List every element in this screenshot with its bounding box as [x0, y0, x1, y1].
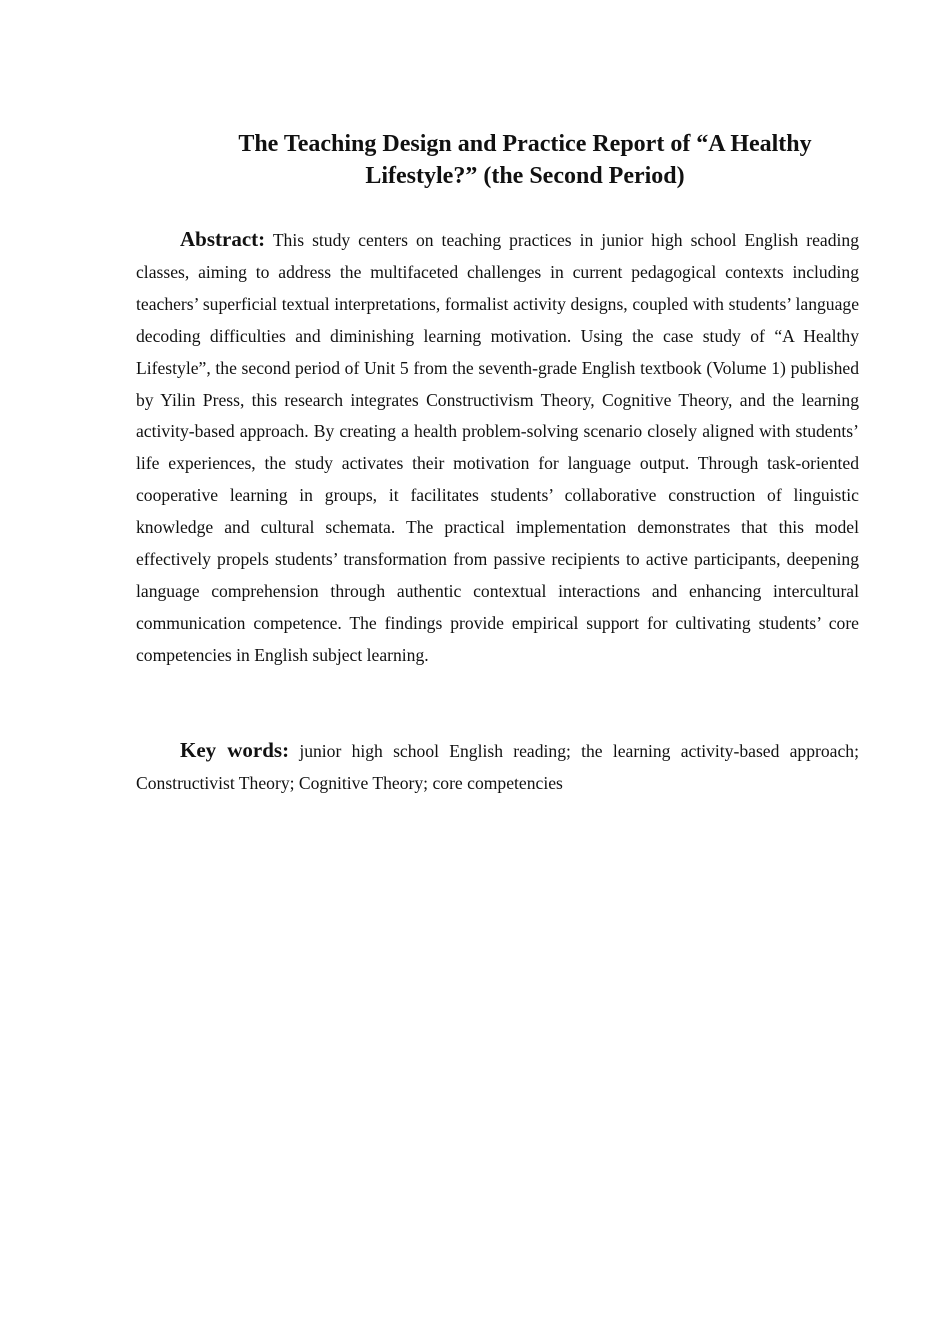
keywords-text: junior high school English reading; the learning activity-based approach; Constructivist Theory; Cognitive Theory; core competencies: [136, 741, 859, 793]
abstract-paragraph: [136, 224, 859, 672]
document-title: The Teaching Design and Practice Report of “A Healthy Lifestyle?” (the Second Period): [238, 131, 812, 189]
keywords-paragraph: [136, 735, 859, 800]
keywords-label: Key words:: [180, 738, 290, 762]
abstract-text: This study centers on teaching practices in junior high school English reading classes, aiming to address the multifaceted challenges in current pedagogical contexts including teachers’ superficial textual interpretations, formalist activity designs, coupled with students’ language decoding difficulties and diminishing learning motivation. Using the case study of “A Healthy Lifestyle”, the second period of Unit 5 from the seventh-grade English textbook (Volume 1) published by Yilin Press, this research integrates Constructivism Theory, Cognitive Theory, and the learning activity-based approach. By creating a health problem-solving scenario closely aligned with students’ life experiences, the study activates their motivation for language output. Through task-oriented cooperative learning in groups, it facilitates students’ collaborative construction of linguistic knowledge and cultural schemata. The practical implementation demonstrates that this model effectively propels students’ transformation from passive recipients to active participants, deepening language comprehension through authentic contextual interactions and enhancing intercultural communication competence. The findings provide empirical support for cultivating students’ core competencies in English subject learning.: [136, 230, 859, 665]
abstract-label: Abstract:: [180, 227, 266, 251]
